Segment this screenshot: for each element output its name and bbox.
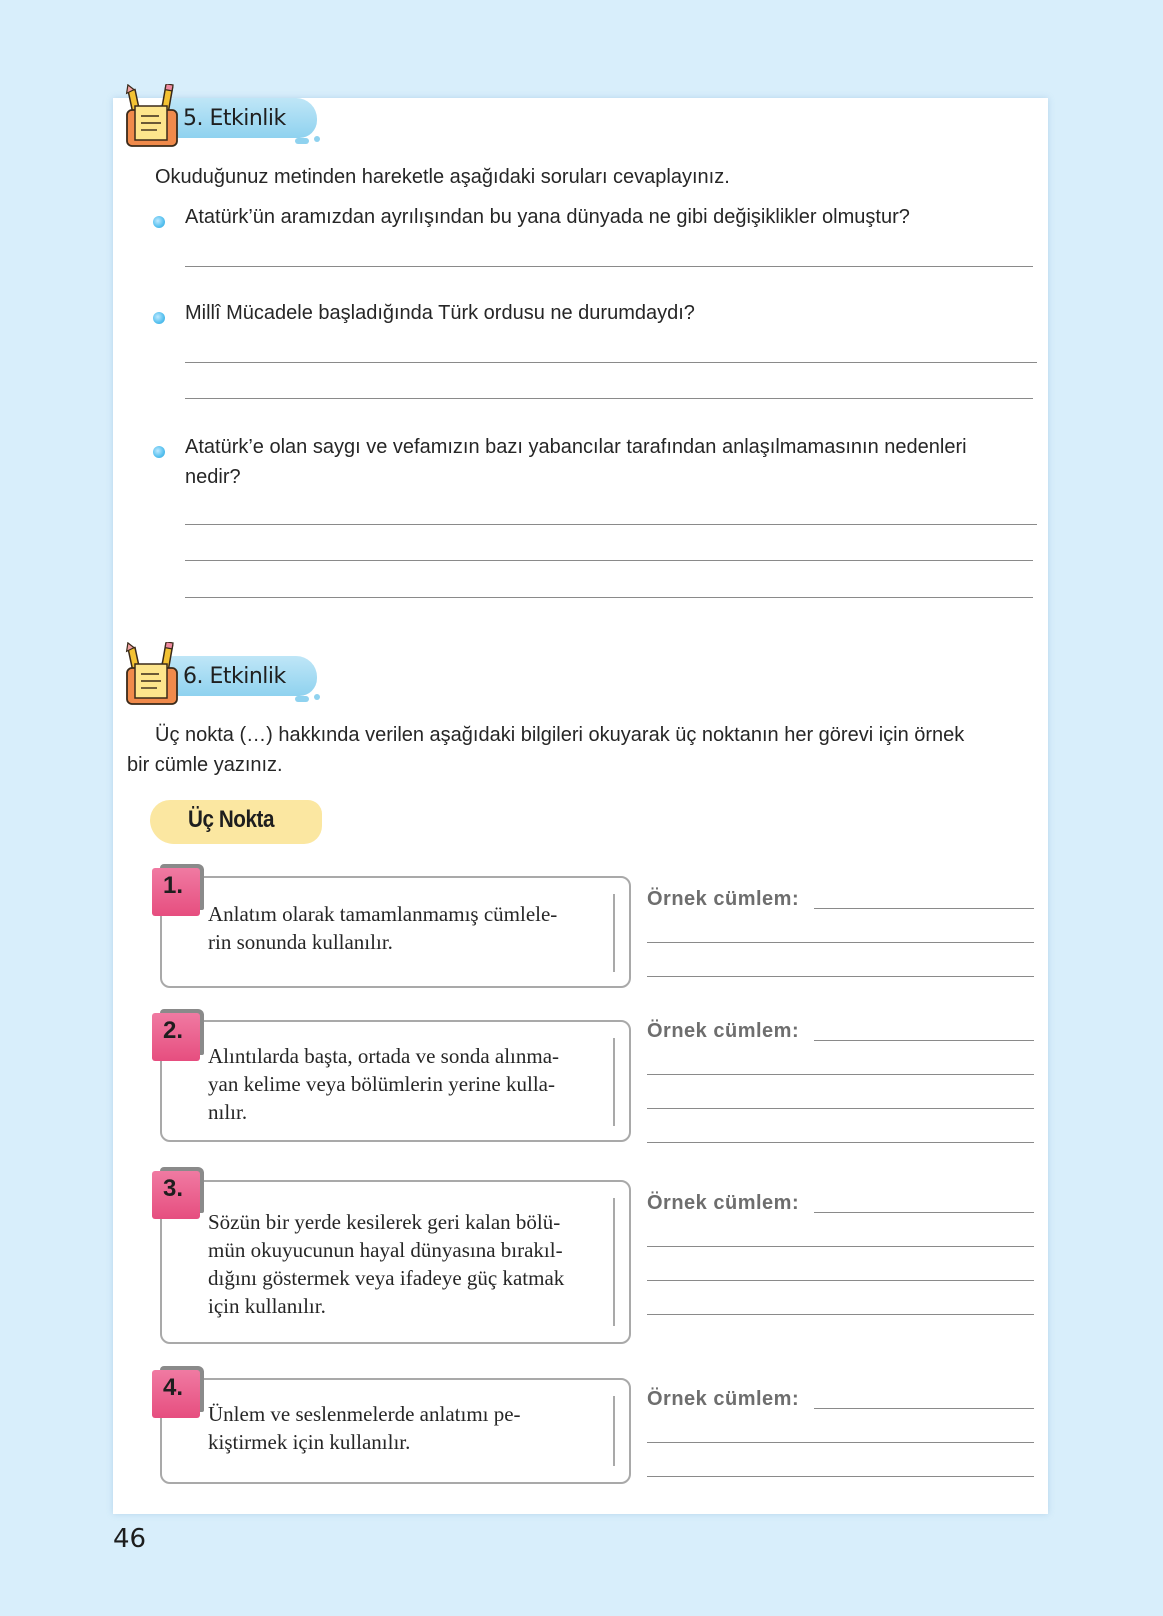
usage-card-4 <box>160 1378 631 1484</box>
example-label: Örnek cümlem: <box>647 1020 800 1042</box>
example-label: Örnek cümlem: <box>647 888 800 910</box>
bullet-dot-icon <box>153 216 165 228</box>
usage-card-text: Sözün bir yerde kesilerek geri kalan bölü- mün okuyucunun hayal dünyasına bırakıl- dığını göstermek veya ifadeye güç katmak için kullanılır. <box>208 1210 565 1318</box>
pencil-cup-icon <box>125 84 183 150</box>
number-tab-3: 3. <box>152 1167 200 1217</box>
bullet-dot-icon <box>153 446 165 458</box>
number-tab-2: 2. <box>152 1009 200 1059</box>
usage-card-text: Alıntılarda başta, ortada ve sonda alınma- yan kelime veya bölümlerin yerine kulla- nılır. <box>208 1044 560 1124</box>
usage-card-2 <box>160 1020 631 1142</box>
example-answer-line[interactable] <box>814 908 1034 909</box>
usage-card-text: Ünlem ve seslenmelerde anlatımı pe- kiştirmek için kullanılır. <box>208 1402 521 1454</box>
section-title-text: Üç Nokta <box>188 806 275 833</box>
section-title <box>150 796 322 846</box>
example-label: Örnek cümlem: <box>647 1388 800 1410</box>
answer-line[interactable] <box>185 597 1033 598</box>
example-answer-line[interactable] <box>647 1476 1034 1477</box>
example-answer-line[interactable] <box>647 1246 1034 1247</box>
activity-6-badge <box>125 642 325 708</box>
number-tab-4: 4. <box>152 1366 200 1416</box>
bullet-dot-icon <box>153 312 165 324</box>
example-answer-line[interactable] <box>647 1314 1034 1315</box>
number-tab-1: 1. <box>152 864 200 914</box>
answer-line[interactable] <box>185 560 1033 561</box>
example-answer-line[interactable] <box>814 1408 1034 1409</box>
activity-6-intro-line-1: Üç nokta (…) hakkında verilen aşağıdaki bilgileri okuyarak üç noktanın her görevi için örnek <box>155 724 965 746</box>
answer-line[interactable] <box>185 524 1037 525</box>
page-number: 46 <box>113 1524 147 1554</box>
example-label: Örnek cümlem: <box>647 1192 800 1214</box>
activity-6-label: 6. Etkinlik <box>183 664 286 689</box>
usage-card-1 <box>160 876 631 988</box>
question-1: Atatürk’ün aramızdan ayrılışından bu yana dünyada ne gibi değişiklikler olmuştur? <box>185 206 910 228</box>
activity-5-intro: Okuduğunuz metinden hareketle aşağıdaki soruları cevaplayınız. <box>155 166 730 188</box>
example-answer-line[interactable] <box>647 976 1034 977</box>
question-2: Millî Mücadele başladığında Türk ordusu ne durumdaydı? <box>185 302 695 324</box>
example-answer-line[interactable] <box>647 1442 1034 1443</box>
example-answer-line[interactable] <box>814 1212 1034 1213</box>
answer-line[interactable] <box>185 398 1033 399</box>
pencil-cup-icon <box>125 642 183 708</box>
usage-card-3 <box>160 1180 631 1344</box>
example-answer-line[interactable] <box>814 1040 1034 1041</box>
answer-line[interactable] <box>185 362 1037 363</box>
answer-line[interactable] <box>185 266 1033 267</box>
example-answer-line[interactable] <box>647 1074 1034 1075</box>
example-answer-line[interactable] <box>647 1142 1034 1143</box>
question-3-line-1: Atatürk’e olan saygı ve vefamızın bazı yabancılar tarafından anlaşılmamasının nedenleri <box>185 436 967 458</box>
example-answer-line[interactable] <box>647 1280 1034 1281</box>
activity-5-label: 5. Etkinlik <box>183 106 286 131</box>
example-answer-line[interactable] <box>647 942 1034 943</box>
question-3-line-2: nedir? <box>185 466 241 488</box>
activity-5-badge <box>125 84 325 150</box>
activity-6-intro-line-2: bir cümle yazınız. <box>127 754 283 776</box>
example-answer-line[interactable] <box>647 1108 1034 1109</box>
usage-card-text: Anlatım olarak tamamlanmamış cümlele- rin sonunda kullanılır. <box>208 902 558 954</box>
